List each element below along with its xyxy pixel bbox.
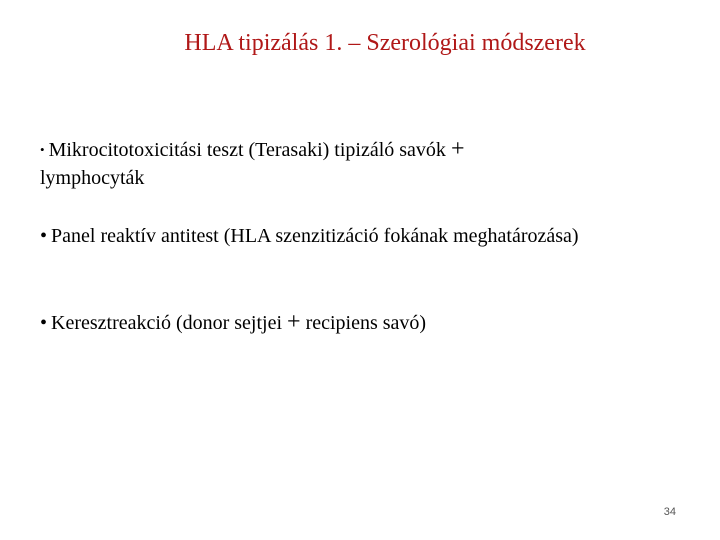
bullet-marker: • [40,312,48,334]
bullet-item-terasaki [40,135,640,192]
bullet-text: Panel reaktív antitest (HLA szenzitizáció fokának meghatározása) [51,225,579,247]
bullet-text: Mikrocitotoxicitási teszt (Terasaki) tipizáló savók [48,139,446,161]
bullet-item-panel-reactive [40,222,640,250]
bullet-marker: • [40,142,45,157]
page-number: 34 [663,506,676,518]
bullet-marker: • [40,225,48,247]
plus-sign: + [287,309,301,335]
bullet-item-crossmatch [40,308,640,337]
plus-sign: + [450,136,465,162]
bullet-text: Keresztreakció (donor sejtjei [51,312,283,334]
slide-title: HLA tipizálás 1. – Szerológiai módszerek [184,30,586,56]
bullet-text-continued: lymphocyták [40,167,145,189]
bullet-text-continued: recipiens savó) [305,312,427,334]
